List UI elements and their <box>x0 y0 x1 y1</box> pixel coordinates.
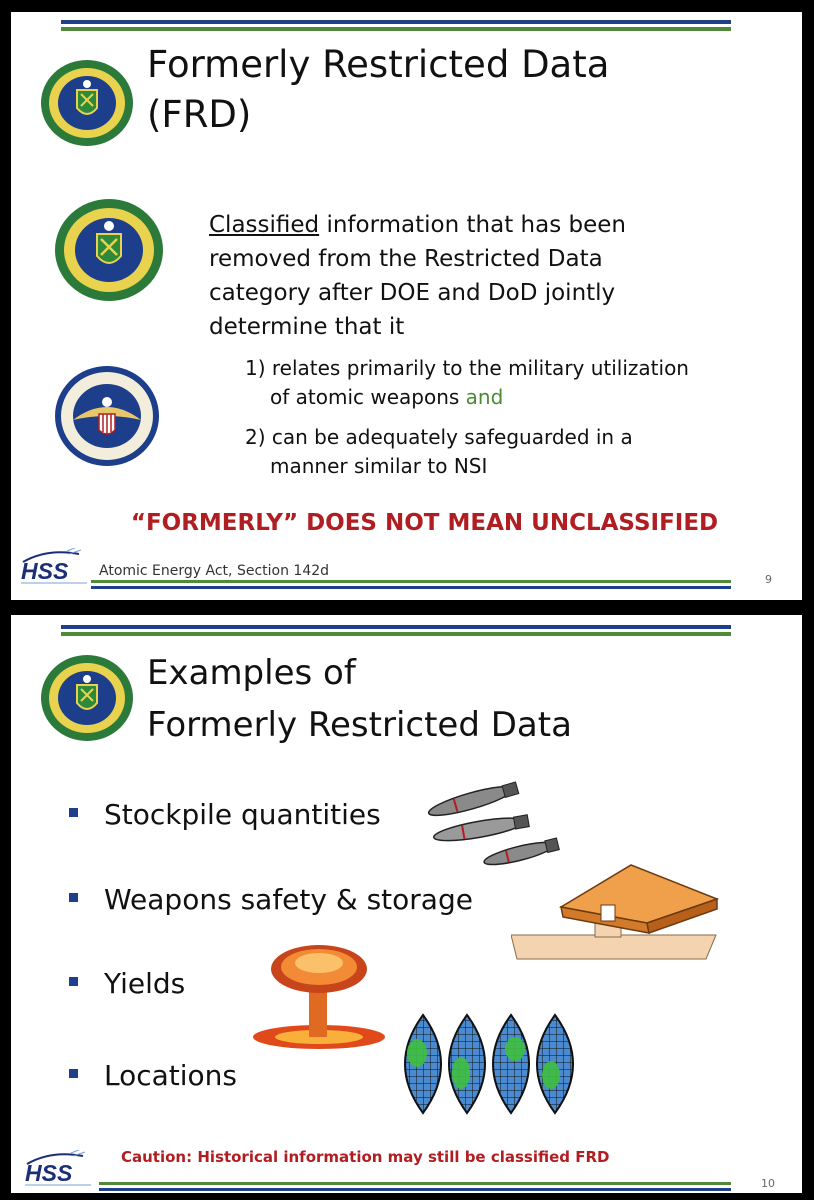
top-rule-green <box>61 632 731 636</box>
slide-title <box>147 40 609 140</box>
doe-seal-large-icon <box>53 198 165 302</box>
frd-definition <box>209 208 626 344</box>
definition-line-2: removed from the Restricted Data <box>209 246 603 272</box>
bottom-rule-blue <box>99 1188 731 1191</box>
list-item: Stockpile quantities <box>69 798 381 831</box>
slide-title <box>147 647 572 751</box>
mushroom-cloud-icon <box>245 941 391 1051</box>
bottom-rule-blue <box>91 586 731 589</box>
bullet-icon <box>69 977 78 986</box>
storage-bunker-icon <box>511 855 721 967</box>
definition-line-1: information that has been <box>319 212 626 238</box>
definition-line-4: determine that it <box>209 314 405 340</box>
doe-seal-icon <box>39 653 135 743</box>
hss-logo-text: HSS <box>25 1160 73 1186</box>
criterion-2-line-1: 2) can be adequately safeguarded in a <box>245 425 633 449</box>
footer-citation: Atomic Energy Act, Section 142d <box>99 563 330 579</box>
hss-logo-icon <box>21 1150 101 1190</box>
bottom-rule-green <box>91 580 731 583</box>
title-line-1: Formerly Restricted Data <box>147 43 610 86</box>
criterion-2 <box>245 423 689 481</box>
criterion-conjunction: and <box>465 385 504 409</box>
top-rule-green <box>61 27 731 31</box>
bullet-icon <box>69 893 78 902</box>
page-number: 9 <box>765 573 772 586</box>
bottom-rule-green <box>99 1182 731 1185</box>
caution-note: Caution: Historical information may still be classified FRD <box>121 1148 610 1166</box>
criterion-1-line-1: 1) relates primarily to the military utilization <box>245 356 689 380</box>
formerly-warning: “FORMERLY” DOES NOT MEAN UNCLASSIFIED <box>130 510 719 536</box>
top-rule-blue <box>61 625 731 629</box>
bullet-icon <box>69 1069 78 1078</box>
classified-term: Classified <box>209 212 320 238</box>
list-item: Weapons safety & storage <box>69 883 473 916</box>
bullet-icon <box>69 808 78 817</box>
list-item: Yields <box>69 967 185 1000</box>
doe-seal-icon <box>39 58 135 148</box>
title-line-2: (FRD) <box>147 93 252 136</box>
criterion-1-line-2: of atomic weapons <box>270 385 466 409</box>
criteria-list <box>245 354 689 481</box>
slide-9 <box>11 12 802 600</box>
hss-logo-icon <box>17 548 97 588</box>
hss-logo-text: HSS <box>21 558 69 584</box>
criterion-1 <box>245 354 689 412</box>
title-line-2: Formerly Restricted Data <box>147 705 572 745</box>
top-rule-blue <box>61 20 731 24</box>
page-number: 10 <box>761 1177 775 1190</box>
dod-seal-icon <box>53 364 161 468</box>
globe-gores-icon <box>395 1013 595 1115</box>
title-line-1: Examples of <box>147 653 356 693</box>
definition-line-3: category after DOE and DoD jointly <box>209 280 616 306</box>
criterion-2-line-2: manner similar to NSI <box>270 454 488 478</box>
list-item: Locations <box>69 1059 237 1092</box>
slide-10 <box>11 615 802 1193</box>
